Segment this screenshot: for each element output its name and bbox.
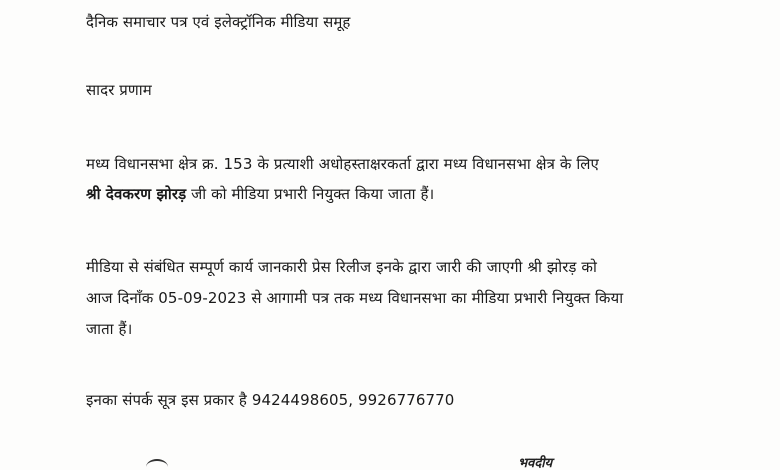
handwritten-mark <box>146 459 168 470</box>
paragraph1-line1: मध्य विधानसभा क्षेत्र क्र. 153 के प्रत्याशी अधोहस्ताक्षरकर्ता द्वारा मध्य विधानसभा क्षेत्र के लिए <box>86 155 599 173</box>
greeting: सादर प्रणाम <box>86 81 152 99</box>
paragraph1-line2-rest: जी को मीडिया प्रभारी नियुक्त किया जाता हैं। <box>186 185 435 203</box>
header-line: दैनिक समाचार पत्र एवं इलेक्ट्रॉनिक मीडिया समूह <box>86 13 351 31</box>
paragraph2-line2: आज दिनाँक 05-09-2023 से आगामी पत्र तक मध्य विधानसभा का मीडिया प्रभारी नियुक्त किया <box>86 289 624 307</box>
contact-line: इनका संपर्क सूत्र इस प्रकार है 9424498605, 9926776770 <box>86 391 455 409</box>
paragraph2-line1: मीडिया से संबंधित सम्पूर्ण कार्य जानकारी प्रेस रिलीज इनके द्वारा जारी की जाएगी श्री झोरड़ को <box>86 258 597 276</box>
paragraph2-line3: जाता हैं। <box>86 320 133 338</box>
appointee-name: श्री देवकरण झोरड़ <box>86 185 187 203</box>
paragraph1-line2 <box>86 184 434 204</box>
signature: भवदीय <box>518 456 553 470</box>
